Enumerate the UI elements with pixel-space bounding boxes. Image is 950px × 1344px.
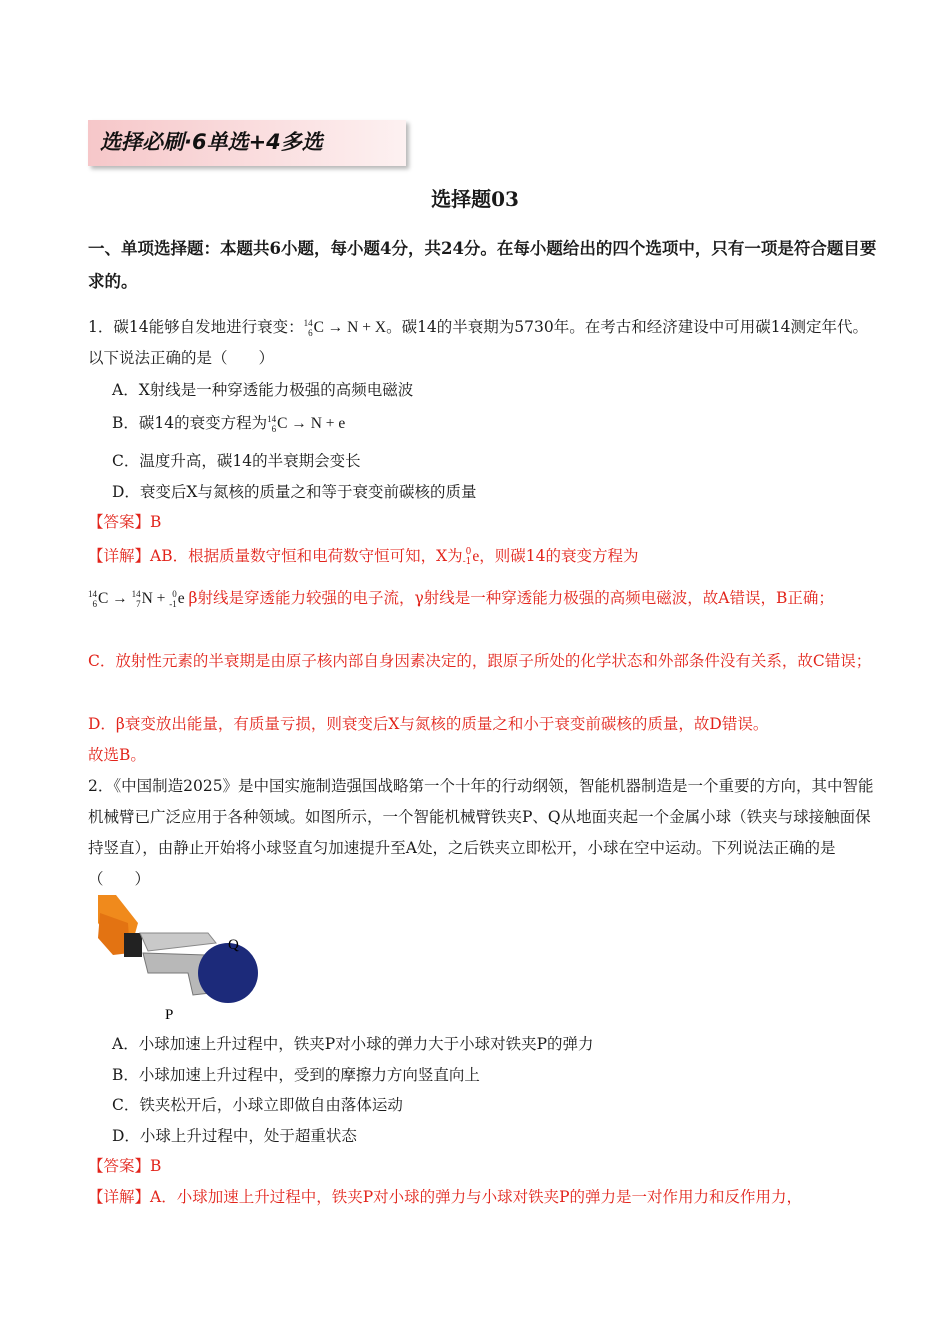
question-2-stem: 2．《中国制造2025》是中国实施制造强国战略第一个十年的行动纲领，智能机器制造是一个重要的方向，其中智能机械臂已广泛应用于各种领域。如图所示，一个智能机械臂铁夹P、Q从地面夹起一个金属小球（铁夹与球接触面保持竖直），由静止开始将小球竖直匀加速提升至A处，之后铁夹立即松开，小球在空中运动。下列说法正确的是（ ） — [88, 777, 874, 888]
section-heading: 一、单项选择题：本题共6小题，每小题4分，共24分。在每小题给出的四个选项中，只有一项是符合题目要求的。 — [88, 239, 877, 291]
label-q: Q — [228, 937, 239, 953]
question-2-option-b: B．小球加速上升过程中，受到的摩擦力方向竖直向上 — [112, 1066, 480, 1084]
banner-text: 选择必刷·6单选+4多选 — [100, 130, 323, 154]
question-1-detail-c: C．放射性元素的半衰期是由原子核内部自身因素决定的，跟原子所处的化学状态和外部条件没有关系，故C错误； — [88, 652, 872, 670]
question-1-option-c: C．温度升高，碳14的半衰期会变长 — [112, 452, 361, 470]
question-1-answer: 【答案】B — [88, 513, 162, 531]
question-1-option-a: A．X射线是一种穿透能力极强的高频电磁波 — [112, 381, 414, 399]
question-1-detail-d: D．β衰变放出能量，有质量亏损，则衰变后X与氮核的质量之和小于衰变前碳核的质量，故D错误。 — [88, 715, 769, 733]
question-2-option-a: A．小球加速上升过程中，铁夹P对小球的弹力大于小球对铁夹P的弹力 — [112, 1035, 594, 1053]
clamp-q — [140, 933, 216, 951]
question-2-option-d: D．小球上升过程中，处于超重状态 — [112, 1127, 357, 1145]
question-2-option-c: C．铁夹松开后，小球立即做自由落体运动 — [112, 1096, 403, 1114]
page-title: 选择题03 — [431, 187, 519, 211]
question-2-detail-a: 【详解】A．小球加速上升过程中，铁夹P对小球的弹力与小球对铁夹P的弹力是一对作用力和反作用力， — [88, 1188, 803, 1206]
question-1-option-d: D．衰变后X与氮核的质量之和等于衰变前碳核的质量 — [112, 483, 477, 501]
question-1-stem: 1．碳14能够自发地进行衰变：14 6C → N + X。碳14的半衰期为5730年。在考古和经济建设中可用碳14测定年代。以下说法正确的是（ ） — [88, 318, 868, 367]
option-b-equation: 14 6C → N + e — [267, 414, 346, 435]
robot-arm-figure — [88, 893, 278, 1023]
question-1-detail-beta: 14 6C → 14 7N + 0 -1e β射线是穿透能力较强的电子流，γ射线是一种穿透能力极强的高频电磁波，故A错误，B正确； — [88, 589, 834, 610]
question-1-option-b: B．碳14的衰变方程为14 6C → N + e — [112, 414, 346, 435]
question-2-answer: 【答案】B — [88, 1157, 162, 1175]
question-1-conclusion: 故选B。 — [88, 746, 146, 764]
question-1-detail-ab: 【详解】AB．根据质量数守恒和电荷数守恒可知，X为 0 -1e，则碳14的衰变方程为 — [88, 547, 639, 567]
label-p: P — [165, 1007, 174, 1023]
section-banner — [88, 120, 406, 166]
robot-arm-wrist — [124, 933, 142, 957]
decay-equation: 14 6C → N + X — [303, 318, 387, 339]
